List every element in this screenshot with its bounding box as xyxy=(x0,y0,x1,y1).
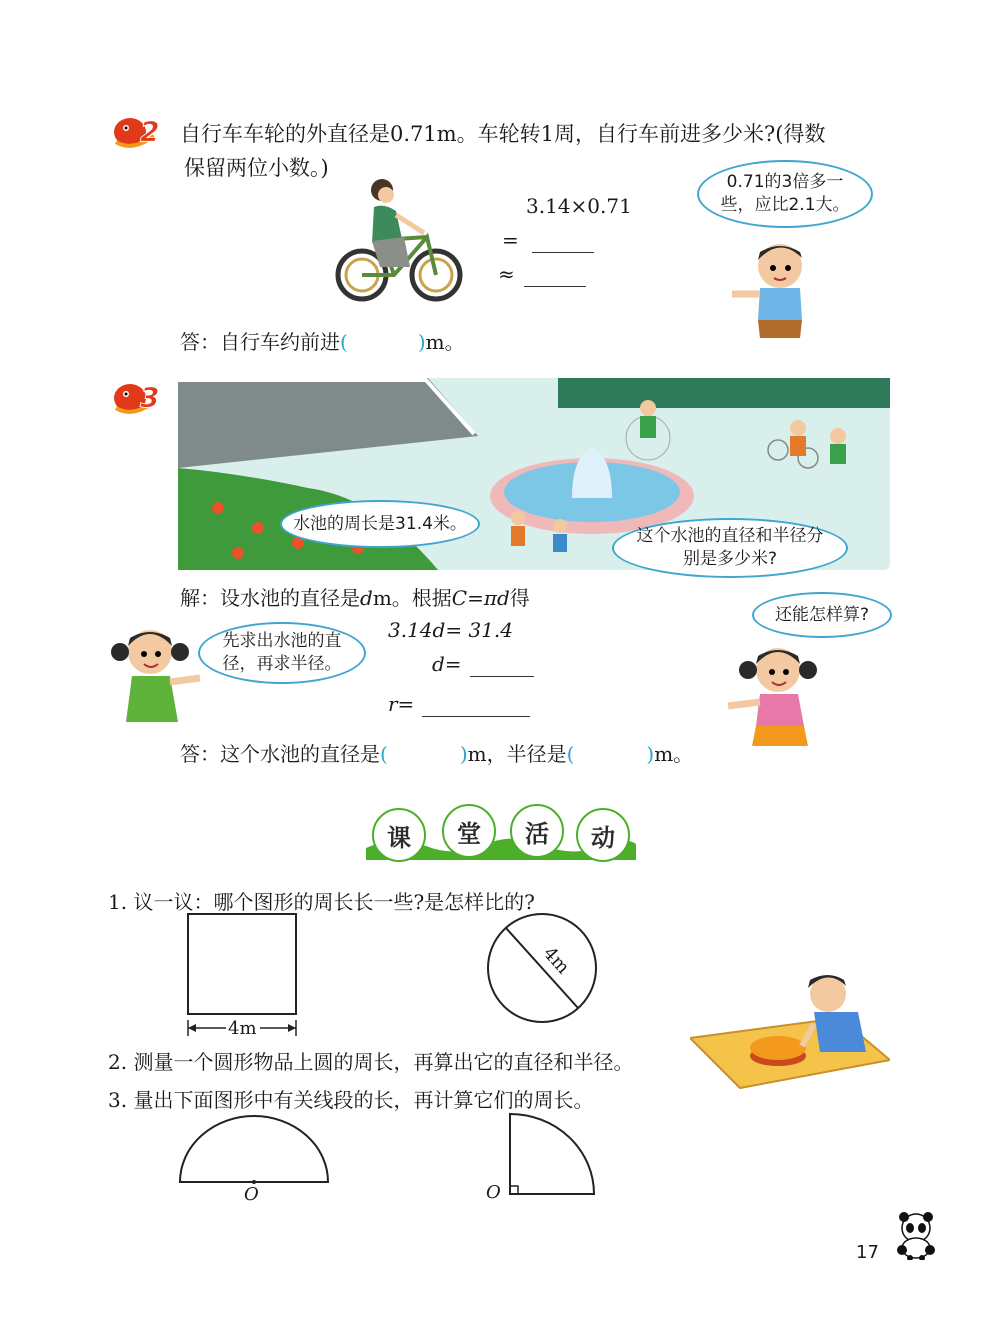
equation-1: 3.14d= 31.4 xyxy=(388,618,513,642)
circle-diameter-label: 4m xyxy=(538,942,574,979)
activity-item-1: 1. 议一议：哪个图形的周长长一些?是怎样比的? xyxy=(108,890,535,914)
solution-unit: m。根据 xyxy=(372,586,452,610)
circle-figure xyxy=(484,910,600,1026)
problem-3-answer xyxy=(180,738,693,767)
quarter-circle-figure xyxy=(500,1110,600,1200)
activity-item-2: 2. 测量一个圆形物品上圆的周长，再算出它的直径和半径。 xyxy=(108,1050,634,1074)
approx-sign: ≈ xyxy=(498,262,515,286)
speech-bubble-girl-right: 还能怎样算? xyxy=(752,592,892,638)
cyclist-illustration xyxy=(332,175,467,305)
problem-3-solution-line xyxy=(180,582,530,611)
blank-line-rounded xyxy=(524,262,586,287)
problem-2 xyxy=(0,0,1000,360)
problem-2-answer xyxy=(180,326,465,355)
square-side-label: 4m xyxy=(228,1018,257,1039)
activity-title-char-4: 动 xyxy=(576,808,630,862)
page-number: 17 xyxy=(856,1242,879,1263)
problem-2-expression: 3.14×0.71 xyxy=(526,194,632,218)
activity-item-3: 3. 量出下面图形中有关线段的长，再计算它们的周长。 xyxy=(108,1088,594,1112)
problem-number-badge-2 xyxy=(106,108,168,150)
panda-icon xyxy=(892,1210,940,1260)
diameter-paren-close: ) xyxy=(459,742,468,766)
answer-prefix: 答：自行车约前进 xyxy=(180,330,340,354)
answer-paren-close: ) xyxy=(417,330,426,354)
blank-line-product xyxy=(532,228,594,253)
solution-variable: d xyxy=(360,586,373,610)
equation-3-label: r= xyxy=(388,692,415,716)
boy-measuring-illustration xyxy=(690,968,890,1108)
blank-line-diameter xyxy=(470,652,534,677)
semicircle-figure xyxy=(176,1112,332,1188)
answer-suffix: m。 xyxy=(654,742,694,766)
speech-bubble-boy: 0.71的3倍多一些，应比2.1大。 xyxy=(697,160,873,228)
solution-text: 解：设水池的直径是 xyxy=(180,586,360,610)
diameter-paren-open: ( xyxy=(380,742,388,766)
problem-number-3: 3 xyxy=(140,381,160,414)
activity-title-char-3: 活 xyxy=(510,804,564,858)
radius-paren-close: ) xyxy=(646,742,655,766)
answer-paren-open: ( xyxy=(340,330,348,354)
solution-end: 得 xyxy=(509,586,530,610)
problem-3 xyxy=(0,360,1000,780)
semicircle-center-label: O xyxy=(244,1184,259,1205)
problem-2-text-line1: 自行车车轮的外直径是0.71m。车轮转1周，自行车前进多少米?(得数 xyxy=(180,122,826,146)
quarter-circle-center-label: O xyxy=(486,1182,501,1203)
girl-left-illustration xyxy=(104,622,204,726)
equation-2-label: d= xyxy=(432,652,462,676)
blank-line-radius xyxy=(422,692,530,717)
problem-2-text-line2: 保留两位小数。) xyxy=(184,156,329,180)
speech-bubble-pool-question: 这个水池的直径和半径分别是多少米? xyxy=(612,518,848,578)
answer-middle: m，半径是 xyxy=(467,742,567,766)
problem-number-2: 2 xyxy=(140,115,160,148)
answer-suffix: m。 xyxy=(425,330,465,354)
activity-title-char-1: 课 xyxy=(372,808,426,862)
radius-paren-open: ( xyxy=(566,742,575,766)
speech-bubble-pool-perimeter: 水池的周长是31.4米。 xyxy=(280,500,480,548)
girl-right-illustration xyxy=(722,640,822,750)
boy-pointing-illustration xyxy=(728,238,828,348)
problem-number-badge-3 xyxy=(106,374,168,416)
solution-formula: C=πd xyxy=(451,586,510,610)
answer-prefix: 答：这个水池的直径是 xyxy=(180,742,380,766)
speech-bubble-girl-left: 先求出水池的直径，再求半径。 xyxy=(198,622,366,684)
activity-banner xyxy=(366,800,636,870)
activity-title-char-2: 堂 xyxy=(442,804,496,858)
equals-sign: = xyxy=(502,228,519,252)
